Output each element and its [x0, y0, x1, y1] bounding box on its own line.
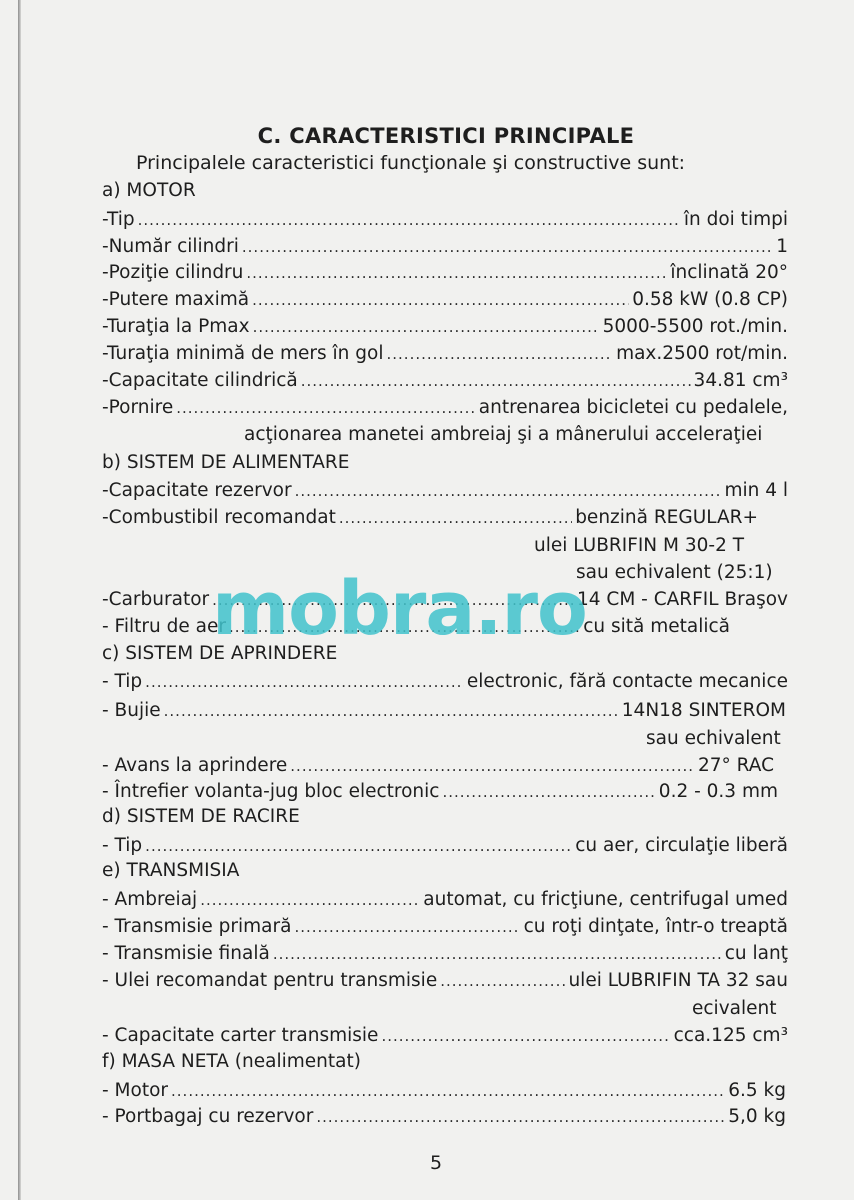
spec-row-pozitie: -Poziţie cilindru ..... înclinată 20°	[102, 262, 788, 288]
spec-row-transmisie-finala: - Transmisie finală ..... cu lanţ	[102, 943, 788, 969]
page-edge	[18, 0, 21, 1200]
intro-text: Principalele caracteristici funcţionale şi constructive sunt:	[136, 152, 686, 174]
section-transmisia: e) TRANSMISIA	[102, 860, 240, 881]
spec-row-ambreiaj: - Ambreiaj ..... automat, cu fricţiune, centrifugal umed	[102, 889, 788, 915]
spec-row-avans: - Avans la aprindere ..... 27° RAC	[102, 755, 774, 781]
spec-row-filtru: - Filtru de aer ..... cu sită metalică	[102, 616, 730, 642]
spec-row-bujie: - Bujie ..... 14N18 SINTEROM	[102, 700, 786, 726]
spec-row-motor-masa: - Motor ..... 6.5 kg	[102, 1080, 786, 1106]
spec-row-portbagaj: - Portbagaj cu rezervor ..... 5,0 kg	[102, 1106, 786, 1132]
spec-row-carburator: -Carburator ..... 14 CM - CARFIL Braşov	[102, 589, 788, 615]
spec-pornire-continuation: acţionarea manetei ambreiaj şi a mânerului acceleraţiei	[244, 424, 763, 445]
section-aprindere: c) SISTEM DE APRINDERE	[102, 643, 338, 664]
page-number: 5	[430, 1152, 443, 1174]
spec-row-tip-racire: - Tip ..... cu aer, circulaţie liberă	[102, 835, 788, 861]
spec-row-turatia-min: -Turaţia minimă de mers în gol ..... max.2500 rot/min.	[102, 343, 788, 369]
spec-row-intrefier: - Întrefier volanta-jug bloc electronic ..... 0.2 - 0.3 mm	[102, 781, 778, 807]
spec-bujie-continuation: sau echivalent	[646, 728, 781, 749]
spec-combustibil-continuation-1: ulei LUBRIFIN M 30-2 T	[534, 535, 745, 556]
spec-row-ulei: - Ulei recomandat pentru transmisie ..... ulei LUBRIFIN TA 32 sau	[102, 970, 788, 996]
spec-row-transmisie-primara: - Transmisie primară ..... cu roţi dinţate, într-o treaptă	[102, 916, 788, 942]
spec-row-turatia-pmax: -Turaţia la Pmax ..... 5000-5500 rot./min.	[102, 316, 788, 342]
spec-combustibil-continuation-2: sau echivalent (25:1)	[576, 562, 773, 583]
spec-row-combustibil: -Combustibil recomandat ..... benzină REGULAR+	[102, 507, 758, 533]
spec-row-tip-aprindere: - Tip ..... electronic, fără contacte mecanice	[102, 671, 788, 697]
section-masa-neta: f) MASA NETA (nealimentat)	[102, 1051, 361, 1072]
page-title: C. CARACTERISTICI PRINCIPALE	[257, 124, 635, 148]
spec-row-capacitate: -Capacitate cilindrică ..... 34.81 cm³	[102, 370, 788, 396]
spec-row-pornire: -Pornire ..... antrenarea bicicletei cu pedalele,	[102, 397, 788, 423]
spec-row-rezervor: -Capacitate rezervor ..... min 4 l	[102, 480, 788, 506]
watermark-logo: mobra.ro	[212, 566, 587, 652]
spec-row-cilindri: -Număr cilindri ..... 1	[102, 236, 788, 262]
spec-row-putere: -Putere maximă ..... 0.58 kW (0.8 CP)	[102, 289, 788, 315]
spec-ulei-continuation: ecivalent	[692, 998, 777, 1019]
section-motor: a) MOTOR	[102, 180, 196, 201]
spec-row-carter: - Capacitate carter transmisie ..... cca.125 cm³	[102, 1025, 788, 1051]
spec-row-tip: -Tip ..... în doi timpi	[102, 209, 788, 235]
section-alimentare: b) SISTEM DE ALIMENTARE	[102, 452, 350, 473]
section-racire: d) SISTEM DE RACIRE	[102, 806, 300, 827]
